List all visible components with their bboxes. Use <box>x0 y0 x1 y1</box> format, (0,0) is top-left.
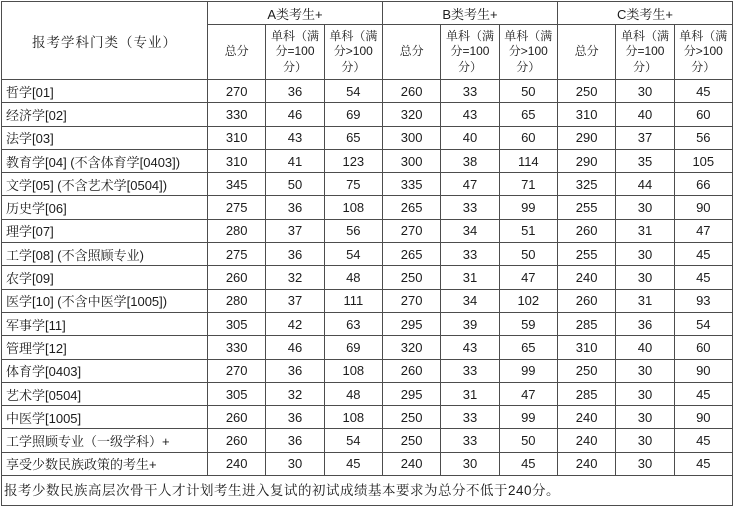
score-cell: 33 <box>441 80 499 103</box>
score-cell: 250 <box>557 359 615 382</box>
score-cell: 240 <box>557 429 615 452</box>
table-row <box>2 336 733 359</box>
score-cell: 36 <box>616 312 674 335</box>
score-cell: 310 <box>557 103 615 126</box>
score-cell: 31 <box>616 289 674 312</box>
table-row <box>2 312 733 335</box>
score-cell: 35 <box>616 149 674 172</box>
footnote-row <box>2 476 733 506</box>
score-table <box>1 1 733 506</box>
score-cell: 285 <box>557 382 615 405</box>
category-cell: 享受少数民族政策的考生+ <box>2 452 208 475</box>
score-cell: 260 <box>382 80 440 103</box>
table-row <box>2 289 733 312</box>
score-cell: 43 <box>266 126 324 149</box>
score-cell: 47 <box>499 382 557 405</box>
score-cell: 90 <box>674 196 732 219</box>
footnote: 报考少数民族高层次骨干人才计划考生进入复试的初试成绩基本要求为总分不低于240分。 <box>2 476 733 506</box>
category-cell: 工学照顾专业（一级学科）+ <box>2 429 208 452</box>
score-cell: 65 <box>324 126 382 149</box>
score-cell: 33 <box>441 406 499 429</box>
table-row <box>2 80 733 103</box>
category-cell: 理学[07] <box>2 219 208 242</box>
category-column-header: 报考学科门类（专业） <box>2 2 208 80</box>
table-row <box>2 173 733 196</box>
table-row <box>2 382 733 405</box>
score-cell: 60 <box>674 336 732 359</box>
score-cell: 69 <box>324 336 382 359</box>
score-cell: 45 <box>674 382 732 405</box>
subheader-a-single100: 单科（满分=100分） <box>266 25 324 80</box>
score-cell: 37 <box>266 219 324 242</box>
score-cell: 105 <box>674 149 732 172</box>
score-cell: 60 <box>674 103 732 126</box>
score-cell: 36 <box>266 243 324 266</box>
score-cell: 31 <box>441 266 499 289</box>
subheader-c-singleGt100: 单科（满分>100分） <box>674 25 732 80</box>
score-cell: 240 <box>557 452 615 475</box>
score-cell: 300 <box>382 149 440 172</box>
score-cell: 69 <box>324 103 382 126</box>
table-footer <box>2 476 733 506</box>
score-cell: 63 <box>324 312 382 335</box>
table-row <box>2 103 733 126</box>
score-cell: 31 <box>441 382 499 405</box>
score-cell: 71 <box>499 173 557 196</box>
score-cell: 36 <box>266 406 324 429</box>
score-cell: 270 <box>382 219 440 242</box>
score-cell: 65 <box>499 336 557 359</box>
score-cell: 32 <box>266 382 324 405</box>
score-cell: 54 <box>324 243 382 266</box>
category-cell: 中医学[1005] <box>2 406 208 429</box>
score-cell: 56 <box>674 126 732 149</box>
score-cell: 270 <box>208 80 266 103</box>
score-cell: 45 <box>674 452 732 475</box>
score-cell: 240 <box>557 266 615 289</box>
subheader-a-singleGt100: 单科（满分>100分） <box>324 25 382 80</box>
score-cell: 33 <box>441 243 499 266</box>
category-cell: 历史学[06] <box>2 196 208 219</box>
score-cell: 290 <box>557 149 615 172</box>
score-cell: 260 <box>557 289 615 312</box>
score-cell: 33 <box>441 429 499 452</box>
score-cell: 50 <box>266 173 324 196</box>
score-cell: 108 <box>324 406 382 429</box>
score-cell: 30 <box>616 80 674 103</box>
score-cell: 54 <box>674 312 732 335</box>
score-cell: 320 <box>382 103 440 126</box>
score-cell: 66 <box>674 173 732 196</box>
score-cell: 310 <box>208 149 266 172</box>
score-cell: 45 <box>674 243 732 266</box>
score-cell: 270 <box>382 289 440 312</box>
score-cell: 260 <box>208 429 266 452</box>
table-row <box>2 219 733 242</box>
score-cell: 30 <box>616 429 674 452</box>
score-cell: 255 <box>557 196 615 219</box>
score-cell: 30 <box>616 266 674 289</box>
score-cell: 108 <box>324 196 382 219</box>
score-cell: 39 <box>441 312 499 335</box>
score-cell: 30 <box>266 452 324 475</box>
table-row <box>2 149 733 172</box>
header-group-row <box>2 2 733 25</box>
score-cell: 37 <box>266 289 324 312</box>
subheader-c-total: 总分 <box>557 25 615 80</box>
score-cell: 255 <box>557 243 615 266</box>
score-cell: 275 <box>208 196 266 219</box>
score-cell: 34 <box>441 219 499 242</box>
score-cell: 54 <box>324 429 382 452</box>
score-cell: 265 <box>382 196 440 219</box>
score-cell: 275 <box>208 243 266 266</box>
score-cell: 46 <box>266 336 324 359</box>
category-cell: 工学[08] (不含照顾专业) <box>2 243 208 266</box>
score-cell: 90 <box>674 359 732 382</box>
score-cell: 59 <box>499 312 557 335</box>
score-cell: 300 <box>382 126 440 149</box>
score-cell: 250 <box>382 429 440 452</box>
score-cell: 48 <box>324 266 382 289</box>
subheader-a-total: 总分 <box>208 25 266 80</box>
subheader-b-singleGt100: 单科（满分>100分） <box>499 25 557 80</box>
score-cell: 33 <box>441 359 499 382</box>
score-cell: 123 <box>324 149 382 172</box>
score-cell: 320 <box>382 336 440 359</box>
group-header-c: C类考生+ <box>557 2 732 25</box>
category-cell: 教育学[04] (不含体育学[0403]) <box>2 149 208 172</box>
score-cell: 108 <box>324 359 382 382</box>
subheader-c-single100: 单科（满分=100分） <box>616 25 674 80</box>
table-header <box>2 2 733 80</box>
table-row <box>2 429 733 452</box>
score-cell: 99 <box>499 359 557 382</box>
score-cell: 47 <box>674 219 732 242</box>
score-cell: 36 <box>266 429 324 452</box>
score-cell: 75 <box>324 173 382 196</box>
score-cell: 34 <box>441 289 499 312</box>
score-cell: 47 <box>441 173 499 196</box>
score-cell: 45 <box>674 266 732 289</box>
category-cell: 军事学[11] <box>2 312 208 335</box>
score-cell: 30 <box>616 359 674 382</box>
category-cell: 医学[10] (不含中医学[1005]) <box>2 289 208 312</box>
score-cell: 325 <box>557 173 615 196</box>
score-cell: 32 <box>266 266 324 289</box>
score-cell: 40 <box>441 126 499 149</box>
score-cell: 30 <box>616 452 674 475</box>
score-cell: 305 <box>208 382 266 405</box>
score-cell: 41 <box>266 149 324 172</box>
score-cell: 280 <box>208 219 266 242</box>
score-cell: 330 <box>208 103 266 126</box>
table-row <box>2 243 733 266</box>
score-cell: 250 <box>382 406 440 429</box>
score-cell: 50 <box>499 80 557 103</box>
score-cell: 48 <box>324 382 382 405</box>
table-row <box>2 266 733 289</box>
score-cell: 111 <box>324 289 382 312</box>
score-cell: 260 <box>208 406 266 429</box>
category-cell: 法学[03] <box>2 126 208 149</box>
group-header-a: A类考生+ <box>208 2 383 25</box>
score-cell: 285 <box>557 312 615 335</box>
score-cell: 93 <box>674 289 732 312</box>
score-cell: 295 <box>382 312 440 335</box>
score-cell: 260 <box>557 219 615 242</box>
score-cell: 45 <box>674 429 732 452</box>
table-row <box>2 126 733 149</box>
score-cell: 240 <box>557 406 615 429</box>
score-cell: 99 <box>499 406 557 429</box>
subheader-b-total: 总分 <box>382 25 440 80</box>
score-cell: 36 <box>266 196 324 219</box>
score-cell: 47 <box>499 266 557 289</box>
subheader-b-single100: 单科（满分=100分） <box>441 25 499 80</box>
score-cell: 295 <box>382 382 440 405</box>
score-cell: 60 <box>499 126 557 149</box>
score-cell: 102 <box>499 289 557 312</box>
table-row <box>2 359 733 382</box>
score-cell: 51 <box>499 219 557 242</box>
score-cell: 310 <box>557 336 615 359</box>
table-row <box>2 196 733 219</box>
score-cell: 30 <box>616 243 674 266</box>
score-cell: 240 <box>382 452 440 475</box>
score-cell: 330 <box>208 336 266 359</box>
score-cell: 38 <box>441 149 499 172</box>
category-cell: 哲学[01] <box>2 80 208 103</box>
score-cell: 45 <box>499 452 557 475</box>
score-cell: 240 <box>208 452 266 475</box>
score-cell: 50 <box>499 243 557 266</box>
category-cell: 艺术学[0504] <box>2 382 208 405</box>
category-cell: 农学[09] <box>2 266 208 289</box>
score-cell: 250 <box>557 80 615 103</box>
score-cell: 44 <box>616 173 674 196</box>
score-cell: 56 <box>324 219 382 242</box>
score-cell: 37 <box>616 126 674 149</box>
score-cell: 42 <box>266 312 324 335</box>
score-cell: 46 <box>266 103 324 126</box>
score-cell: 30 <box>616 196 674 219</box>
score-cell: 260 <box>382 359 440 382</box>
score-cell: 305 <box>208 312 266 335</box>
score-cell: 90 <box>674 406 732 429</box>
score-cell: 250 <box>382 266 440 289</box>
score-cell: 114 <box>499 149 557 172</box>
score-cell: 99 <box>499 196 557 219</box>
score-cell: 65 <box>499 103 557 126</box>
score-cell: 40 <box>616 103 674 126</box>
score-cell: 270 <box>208 359 266 382</box>
category-cell: 管理学[12] <box>2 336 208 359</box>
score-cell: 45 <box>674 80 732 103</box>
group-header-b: B类考生+ <box>382 2 557 25</box>
score-cell: 36 <box>266 359 324 382</box>
table-body <box>2 80 733 476</box>
score-cell: 50 <box>499 429 557 452</box>
score-cell: 290 <box>557 126 615 149</box>
score-cell: 260 <box>208 266 266 289</box>
score-cell: 40 <box>616 336 674 359</box>
score-cell: 335 <box>382 173 440 196</box>
score-cell: 45 <box>324 452 382 475</box>
category-cell: 文学[05] (不含艺术学[0504]) <box>2 173 208 196</box>
score-cell: 36 <box>266 80 324 103</box>
category-cell: 体育学[0403] <box>2 359 208 382</box>
score-cell: 30 <box>616 382 674 405</box>
score-cell: 345 <box>208 173 266 196</box>
score-cell: 43 <box>441 336 499 359</box>
table-row <box>2 452 733 475</box>
score-cell: 33 <box>441 196 499 219</box>
score-cell: 265 <box>382 243 440 266</box>
score-cell: 310 <box>208 126 266 149</box>
score-cell: 30 <box>616 406 674 429</box>
score-cell: 43 <box>441 103 499 126</box>
score-cell: 280 <box>208 289 266 312</box>
score-cell: 54 <box>324 80 382 103</box>
table-row <box>2 406 733 429</box>
score-cell: 30 <box>441 452 499 475</box>
score-cell: 31 <box>616 219 674 242</box>
category-cell: 经济学[02] <box>2 103 208 126</box>
